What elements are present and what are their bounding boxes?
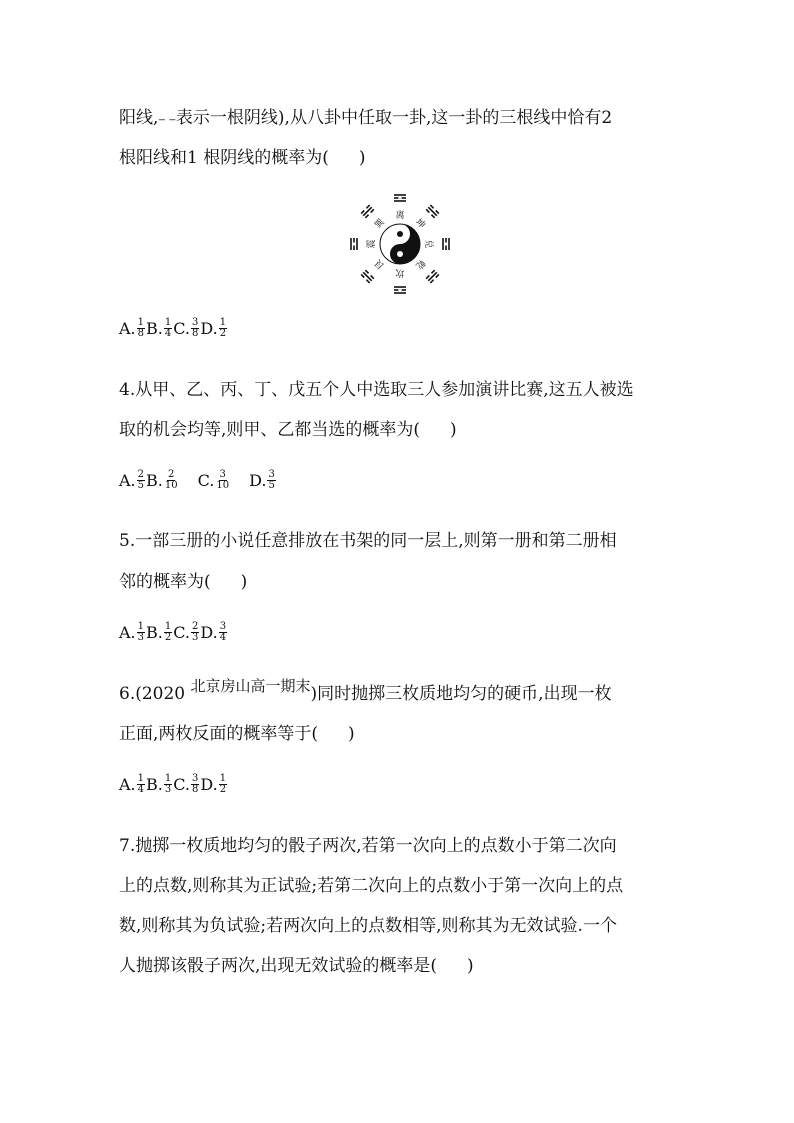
q3-line-2 (119, 146, 366, 170)
q3-line1-b: 表示一根阴线),从八卦中任取一卦,这一卦的三根线中恰有2 (175, 108, 613, 128)
fraction-denominator: 4 (219, 632, 227, 643)
q6-prefix: 6.(2020 (119, 684, 186, 704)
q3-line2-text: 根阳线和1 根阴线的概率为( (119, 148, 329, 168)
trigram-mark (361, 205, 374, 218)
trigram-label: 艮 (373, 257, 387, 271)
q3-paren-close: ) (358, 148, 366, 168)
fraction-numerator: 1 (219, 773, 227, 784)
option-fraction (219, 318, 227, 339)
fraction-denominator: 2 (164, 632, 172, 643)
fraction-denominator: 5 (137, 480, 145, 491)
q3-line1-a: 阳线, (119, 108, 159, 128)
fraction-denominator: 8 (192, 328, 199, 339)
q7-paren-close: ) (467, 956, 474, 976)
trigram-label: 乾 (413, 257, 427, 271)
option-fraction (137, 318, 145, 339)
fraction-denominator: 5 (268, 480, 275, 491)
taiji-icon (380, 224, 420, 264)
option-label: D. (200, 319, 218, 338)
option-label: C. (173, 319, 190, 338)
q3-line-1 (119, 106, 612, 132)
q6-line2-text: 正面,两枚反面的概率等于( (119, 724, 319, 744)
trigram-mark (426, 205, 439, 218)
trigram-mark (426, 270, 439, 283)
trigram-label: 坎 (395, 267, 405, 277)
option-fraction (191, 318, 199, 339)
fraction-denominator: 4 (164, 328, 172, 339)
fraction-numerator: 1 (137, 773, 145, 784)
fraction-denominator: 3 (137, 632, 145, 643)
fraction-numerator: 1 (164, 621, 172, 632)
fraction-numerator: 3 (219, 469, 226, 480)
q3-options (119, 318, 228, 339)
option-fraction (137, 470, 145, 491)
option-label: A. (119, 775, 136, 794)
fraction-denominator: 10 (216, 480, 230, 491)
option-label: A. (119, 471, 136, 490)
option-label: B. (146, 623, 163, 642)
q7-line-2: 上的点数,则称其为正试验;若第二次向上的点数小于第一次向上的点 (119, 876, 624, 896)
yin-line-mark: ‒ ‒ (158, 113, 176, 126)
option-label: D. (249, 471, 267, 490)
option-fraction (215, 470, 230, 491)
q5-line-1: 5.一部三册的小说任意排放在书架的同一层上,则第一册和第二册相 (119, 531, 617, 551)
q7-line-3: 数,则称其为负试验;若两次向上的点数相等,则称其为无效试验.一个 (119, 916, 617, 936)
fraction-numerator: 1 (164, 773, 172, 784)
q6-line-2 (119, 722, 355, 746)
option-label: D. (200, 623, 218, 642)
fraction-denominator: 2 (219, 784, 227, 795)
trigram-mark (443, 238, 449, 250)
q4-options (119, 470, 277, 491)
trigram-label: 兑 (423, 239, 433, 249)
q4-paren-close: ) (450, 420, 457, 440)
fraction-denominator: 3 (192, 632, 199, 643)
option-label: B. (146, 319, 163, 338)
q6-paren-close: ) (348, 724, 355, 744)
trigram-mark (361, 270, 374, 283)
fraction-numerator: 2 (192, 621, 199, 632)
fraction-numerator: 1 (164, 317, 172, 328)
option-label: D. (200, 775, 218, 794)
q5-line-2 (119, 570, 247, 594)
option-label: A. (119, 623, 136, 642)
option-fraction (164, 318, 172, 339)
q5-line2-text: 邻的概率为( (119, 572, 211, 592)
fraction-denominator: 10 (164, 480, 178, 491)
fraction-numerator: 3 (219, 621, 227, 632)
option-label: C. (173, 775, 190, 794)
q5-options (119, 622, 228, 643)
option-fraction (137, 774, 145, 795)
q4-line2-text: 取的机会均等,则甲、乙都当选的概率为( (119, 420, 421, 440)
q6-source: 北京房山高一期末 (190, 677, 311, 695)
fraction-numerator: 1 (219, 317, 227, 328)
option-fraction (267, 470, 275, 491)
q7-line-1: 7.抛掷一枚质地均匀的骰子两次,若第一次向上的点数小于第二次向 (119, 836, 617, 856)
trigram-mark (351, 238, 357, 250)
fraction-numerator: 3 (192, 773, 199, 784)
fraction-numerator: 2 (137, 469, 145, 480)
fraction-denominator: 8 (192, 784, 199, 795)
option-fraction (191, 774, 199, 795)
fraction-denominator: 8 (137, 328, 145, 339)
bagua-diagram (338, 188, 462, 300)
fraction-denominator: 4 (137, 784, 145, 795)
option-label: A. (119, 319, 136, 338)
fraction-numerator: 1 (137, 317, 145, 328)
q4-line-2 (119, 418, 457, 442)
option-fraction (164, 774, 172, 795)
option-fraction (219, 622, 227, 643)
option-fraction (137, 622, 145, 643)
q6-options (119, 774, 228, 795)
option-fraction (164, 470, 179, 491)
option-label: B. (146, 471, 163, 490)
fraction-denominator: 3 (164, 784, 172, 795)
fraction-numerator: 3 (268, 469, 275, 480)
q6-line1-rest: )同时抛掷三枚质地均匀的硬币,出现一枚 (310, 684, 612, 704)
fraction-numerator: 2 (168, 469, 175, 480)
option-fraction (191, 622, 199, 643)
q5-paren-close: ) (240, 572, 248, 592)
option-fraction (219, 774, 227, 795)
q4-line-1: 4.从甲、乙、丙、丁、戊五个人中选取三人参加演讲比赛,这五人被选 (119, 380, 634, 400)
option-label: C. (173, 623, 190, 642)
trigram-label: 震 (367, 239, 377, 249)
q7-line-4 (119, 954, 474, 978)
fraction-numerator: 1 (137, 621, 145, 632)
trigram-mark (394, 195, 406, 201)
trigram-label: 离 (395, 211, 405, 221)
option-label: B. (146, 775, 163, 794)
fraction-numerator: 3 (192, 317, 199, 328)
trigram-label: 巽 (373, 217, 387, 231)
q7-line4-text: 人抛掷该骰子两次,出现无效试验的概率是( (119, 956, 438, 976)
fraction-denominator: 2 (219, 328, 227, 339)
option-fraction (164, 622, 172, 643)
trigram-mark (394, 287, 406, 293)
q6-line-1 (119, 677, 612, 706)
trigram-label: 坤 (413, 217, 427, 231)
option-label: C. (197, 471, 215, 490)
